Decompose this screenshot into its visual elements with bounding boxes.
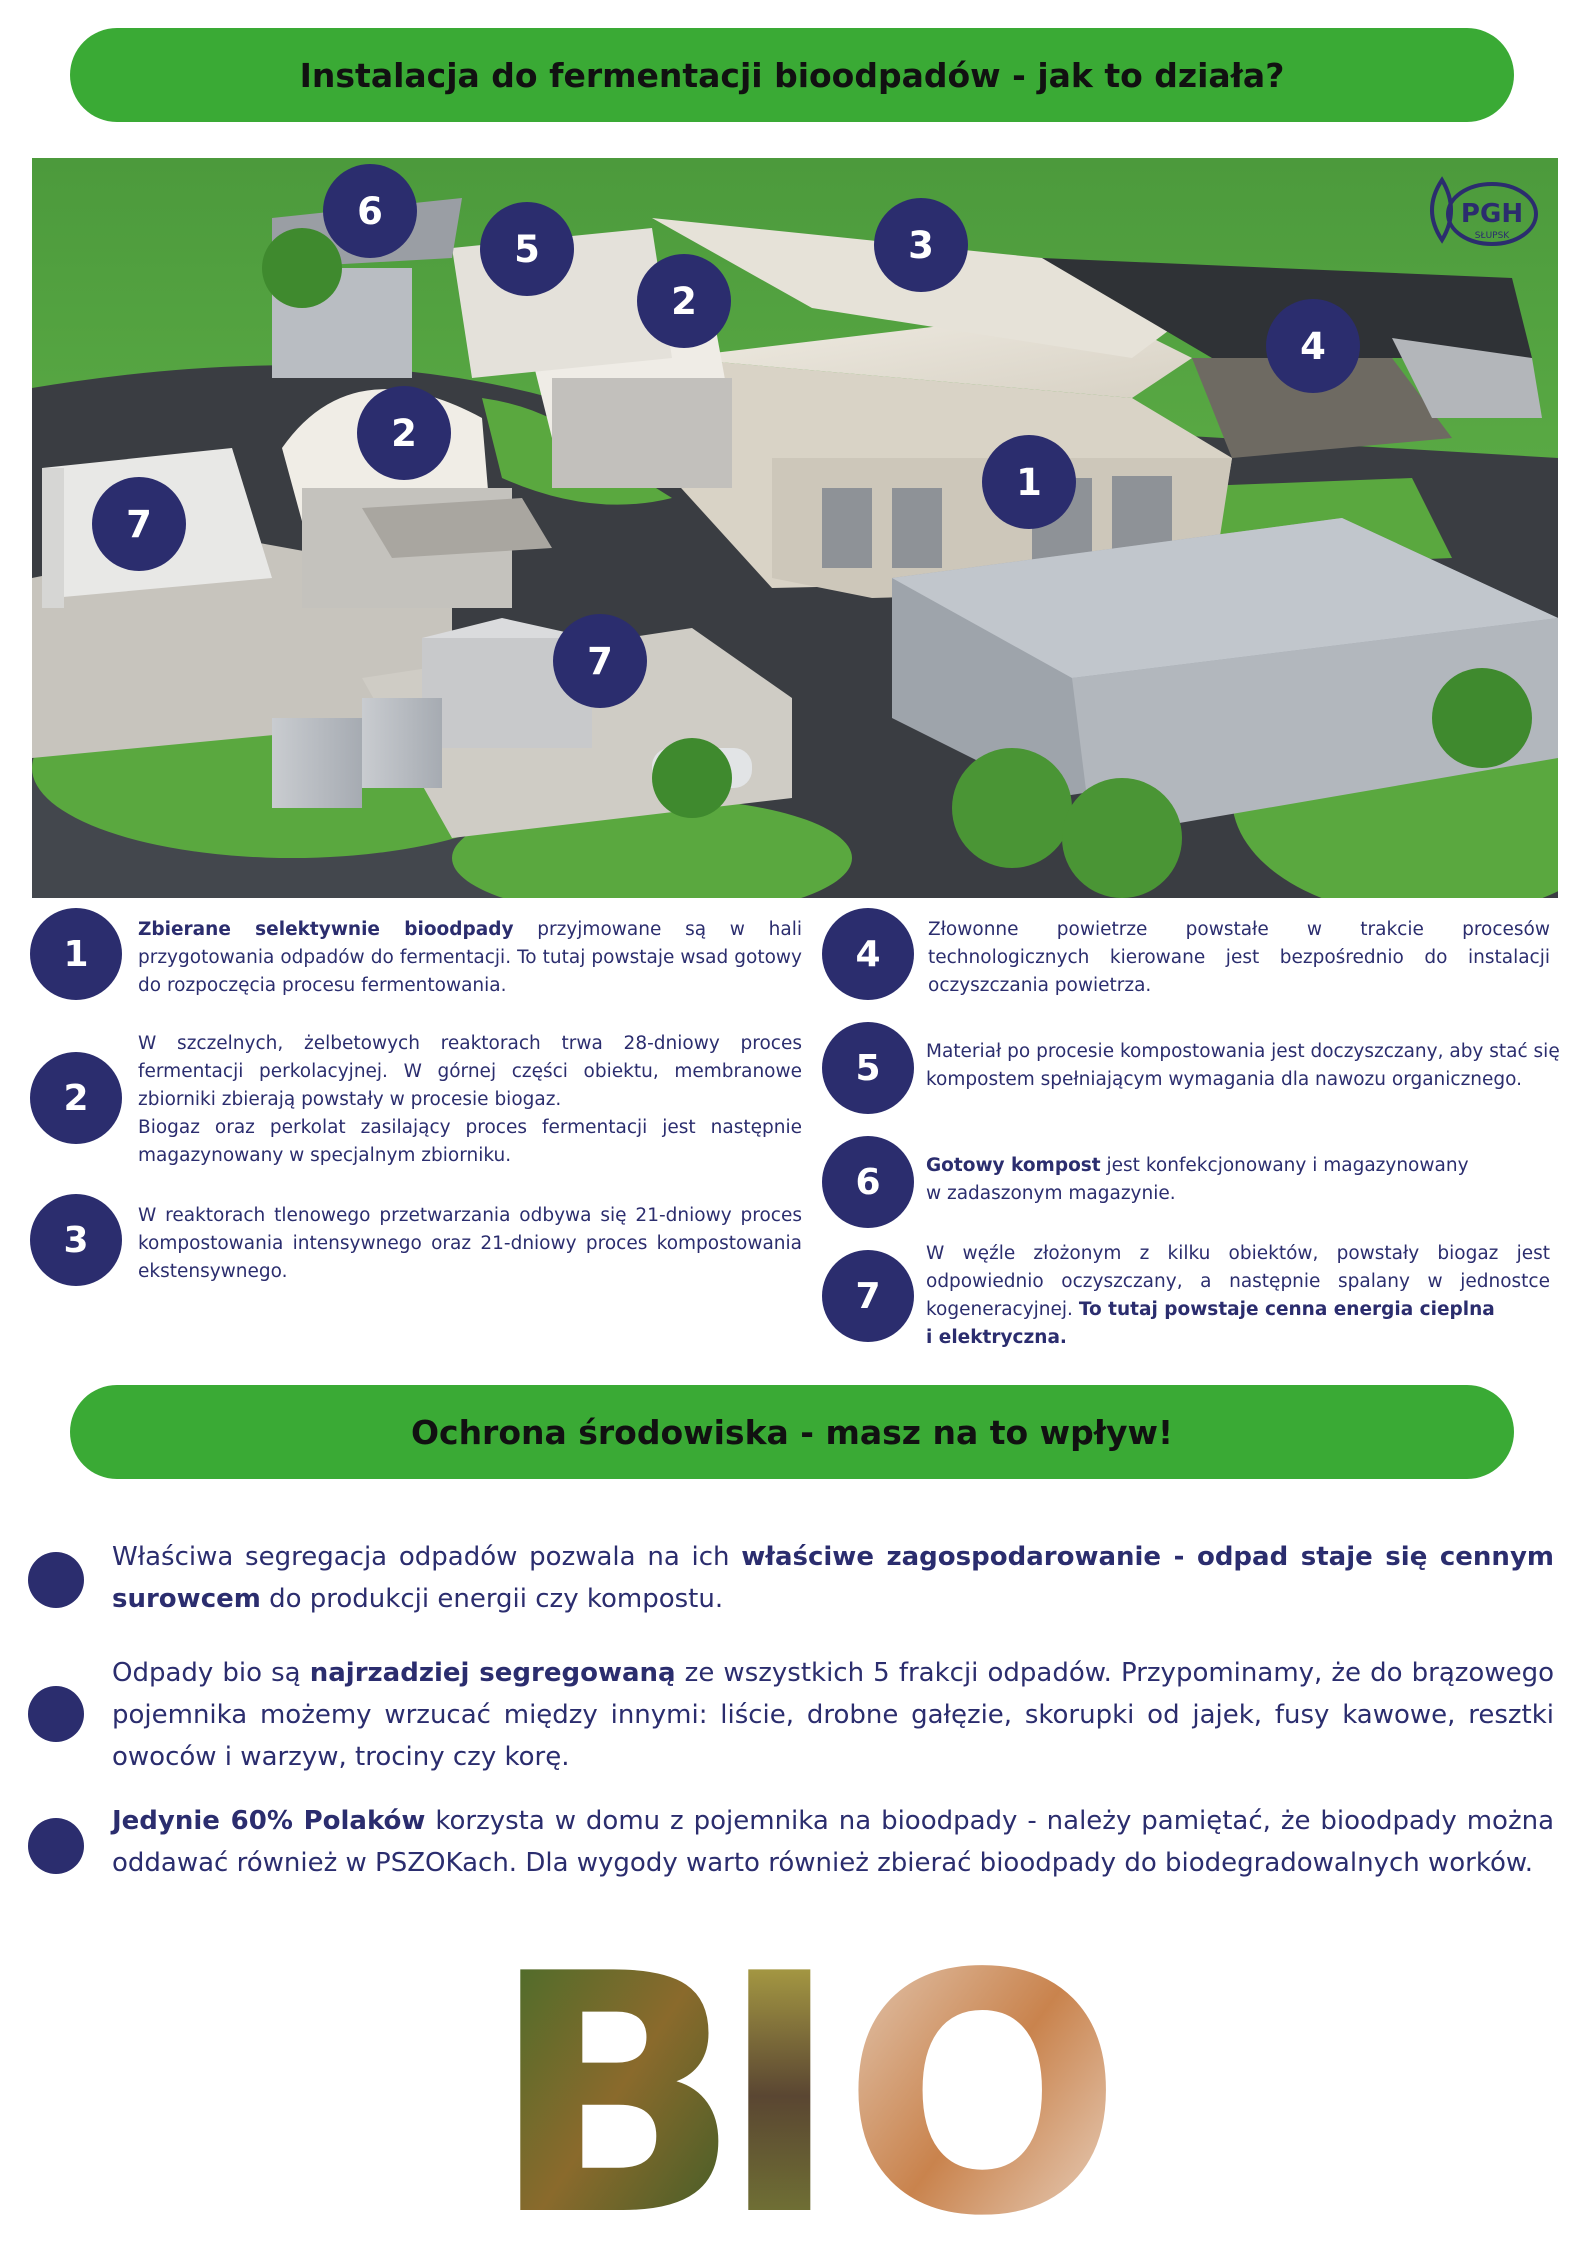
scene-marker-1: 1	[982, 435, 1076, 529]
bullet-3: Jedynie 60% Polaków korzysta w domu z pojemnika na bioodpady - należy pamiętać, że bioodpady można oddawać również w PSZOKach. Dla wygody warto również zbierać bioodpady do biodegradowalnych worków.	[112, 1806, 1555, 1878]
section-title: Ochrona środowiska - masz na to wpływ!	[410, 1412, 1174, 1452]
bio-letter-o: O	[842, 1920, 1110, 2220]
scene-marker-7-left: 7	[92, 477, 186, 571]
bullet-1: Właściwa segregacja odpadów pozwala na ich właściwe zagospodarowanie - odpad staje się cennym surowcem do produkcji energii czy kompostu.	[112, 1542, 1554, 1614]
scene-marker-6: 6	[323, 164, 417, 258]
page-title: Instalacja do fermentacji bioodpadów - jak to działa?	[299, 55, 1285, 95]
logo-subtext: SŁUPSK	[1474, 231, 1510, 241]
logo-text: PGH	[1460, 199, 1524, 229]
scene-marker-7-center: 7	[553, 614, 647, 708]
step-7-text: W węźle złożonym z kilku obiektów, powstały biogaz jest odpowiednio oczyszczany, a następnie spalany w jednostce kogeneracyjnej. To tutaj powstaje cenna energia cieplna i elektryczna.	[926, 1243, 1550, 1348]
bio-letter-b: B	[490, 1920, 742, 2220]
section-banner	[70, 1385, 1514, 1479]
plant-illustration	[32, 158, 1558, 898]
step-5-text: Materiał po procesie kompostowania jest doczyszczany, aby stać się kompostem spełniającym wymagania dla nawozu organicznego.	[926, 1041, 1560, 1090]
step-number-6: 6	[822, 1136, 914, 1228]
scene-marker-2-left: 2	[357, 386, 451, 480]
pgh-logo	[1420, 170, 1544, 256]
bullet-2: Odpady bio są najrzadziej segregowaną ze wszystkich 5 frakcji odpadów. Przypominamy, że do brązowego pojemnika możemy wrzucać między innymi: liście, drobne gałęzie, skorupki od jajek, fusy kawowe, resztki owoców i warzyw, trociny czy korę.	[112, 1658, 1555, 1772]
bullet-dot-2	[28, 1686, 84, 1742]
bullet-dot-1	[28, 1552, 84, 1608]
step-number-2: 2	[30, 1052, 122, 1144]
step-number-4: 4	[822, 908, 914, 1000]
step-1-text: Zbierane selektywnie bioodpady przyjmowane są w hali przygotowania odpadów do fermentacji. To tutaj powstaje wsad gotowy do rozpoczęcia procesu fermentowania.	[138, 919, 802, 996]
bullet-dot-3	[28, 1818, 84, 1874]
step-1-bold: Zbierane selektywnie bioodpady	[138, 919, 514, 940]
step-number-1: 1	[30, 908, 122, 1000]
scene-marker-5: 5	[480, 202, 574, 296]
bio-letter-i: I	[718, 1920, 841, 2220]
scene-marker-3: 3	[874, 198, 968, 292]
plant-illustration-svg	[32, 158, 1558, 898]
step-4-text: Złowonne powietrze powstałe w trakcie procesów technologicznych kierowane jest bezpośrednio do instalacji oczyszczania powietrza.	[928, 919, 1550, 996]
header-banner	[70, 28, 1514, 122]
scene-marker-4: 4	[1266, 299, 1360, 393]
step-2-text: W szczelnych, żelbetowych reaktorach trwa 28-dniowy proces fermentacji perkolacyjnej. W górnej części obiektu, membranowe zbiorniki zbierają powstały w procesie biogaz. Biogaz oraz perkolat zasilający proces fermentacji jest następnie magazynowany w specjalnym zbiorniku.	[138, 1033, 802, 1166]
step-6-text: Gotowy kompost jest konfekcjonowany i magazynowany w zadaszonym magazynie.	[926, 1155, 1469, 1204]
step-number-5: 5	[822, 1022, 914, 1114]
bio-graphic	[490, 1920, 1110, 2220]
step-number-7: 7	[822, 1250, 914, 1342]
step-3-text: W reaktorach tlenowego przetwarzania odbywa się 21-dniowy proces kompostowania intensywnego oraz 21-dniowy proces kompostowania ekstensywnego.	[138, 1205, 802, 1282]
scene-marker-2-top: 2	[637, 254, 731, 348]
step-number-3: 3	[30, 1194, 122, 1286]
